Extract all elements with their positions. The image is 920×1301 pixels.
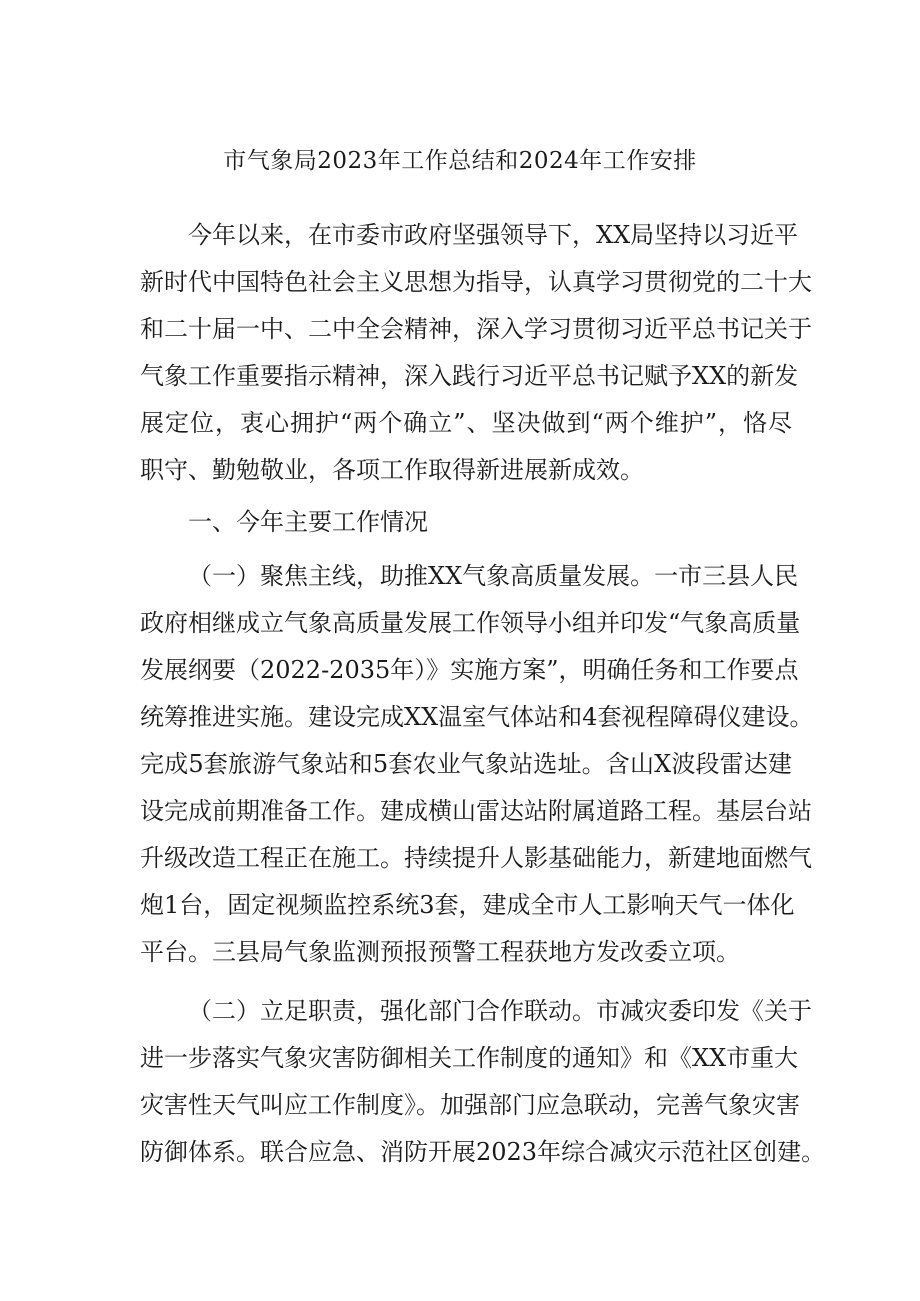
text-line: 职守、勤勉敬业，各项工作取得新进展新成效。 [140, 456, 644, 484]
text-line: 灾害性天气叫应工作制度》。加强部门应急联动，完善气象灾害 [140, 1091, 800, 1119]
text-line: 炮1台，固定视频监控系统3套，建成全市人工影响天气一体化 [140, 891, 795, 919]
text-line: 政府相继成立气象高质量发展工作领导小组并印发“气象高质量 [140, 609, 801, 637]
text-line: 统筹推进实施。建设完成XX温室气体站和4套视程障碍仪建设。 [140, 703, 814, 731]
text-line: 平台。三县局气象监测预报预警工程获地方发改委立项。 [140, 938, 740, 966]
text-line: 和二十届一中、二中全会精神，深入学习贯彻习近平总书记关于 [140, 315, 812, 343]
text-line: 防御体系。联合应急、消防开展2023年综合减灾示范社区创建。 [140, 1138, 826, 1166]
text-line: 发展纲要（2022-2035年）》实施方案”，明确任务和工作要点 [140, 656, 799, 684]
text-line: 新时代中国特色社会主义思想为指导，认真学习贯彻党的二十大 [140, 268, 812, 296]
text-line: 升级改造工程正在施工。持续提升人影基础能力，新建地面燃气 [140, 844, 812, 872]
text-line: 气象工作重要指示精神，深入践行习近平总书记赋予XX的新发 [140, 362, 799, 390]
text-line: （一）聚焦主线，助推XX气象高质量发展。一市三县人民 [188, 562, 799, 590]
text-line: 设完成前期准备工作。建成横山雷达站附属道路工程。基层台站 [140, 797, 812, 825]
text-line: 完成5套旅游气象站和5套农业气象站选址。含山X波段雷达建 [140, 750, 792, 778]
text-line: 展定位，衷心拥护“两个确立”、坚决做到“两个维护”，恪尽 [140, 409, 792, 437]
document-title: 市气象局2023年工作总结和2024年工作安排 [223, 148, 697, 174]
text-line: 进一步落实气象灾害防御相关工作制度的通知》和《XX市重大 [140, 1044, 799, 1072]
section-heading: 一、今年主要工作情况 [188, 508, 428, 536]
text-line: 今年以来，在市委市政府坚强领导下，XX局坚持以习近平 [188, 221, 799, 249]
text-line: （二）立足职责，强化部门合作联动。市减灾委印发《关于 [188, 997, 812, 1025]
